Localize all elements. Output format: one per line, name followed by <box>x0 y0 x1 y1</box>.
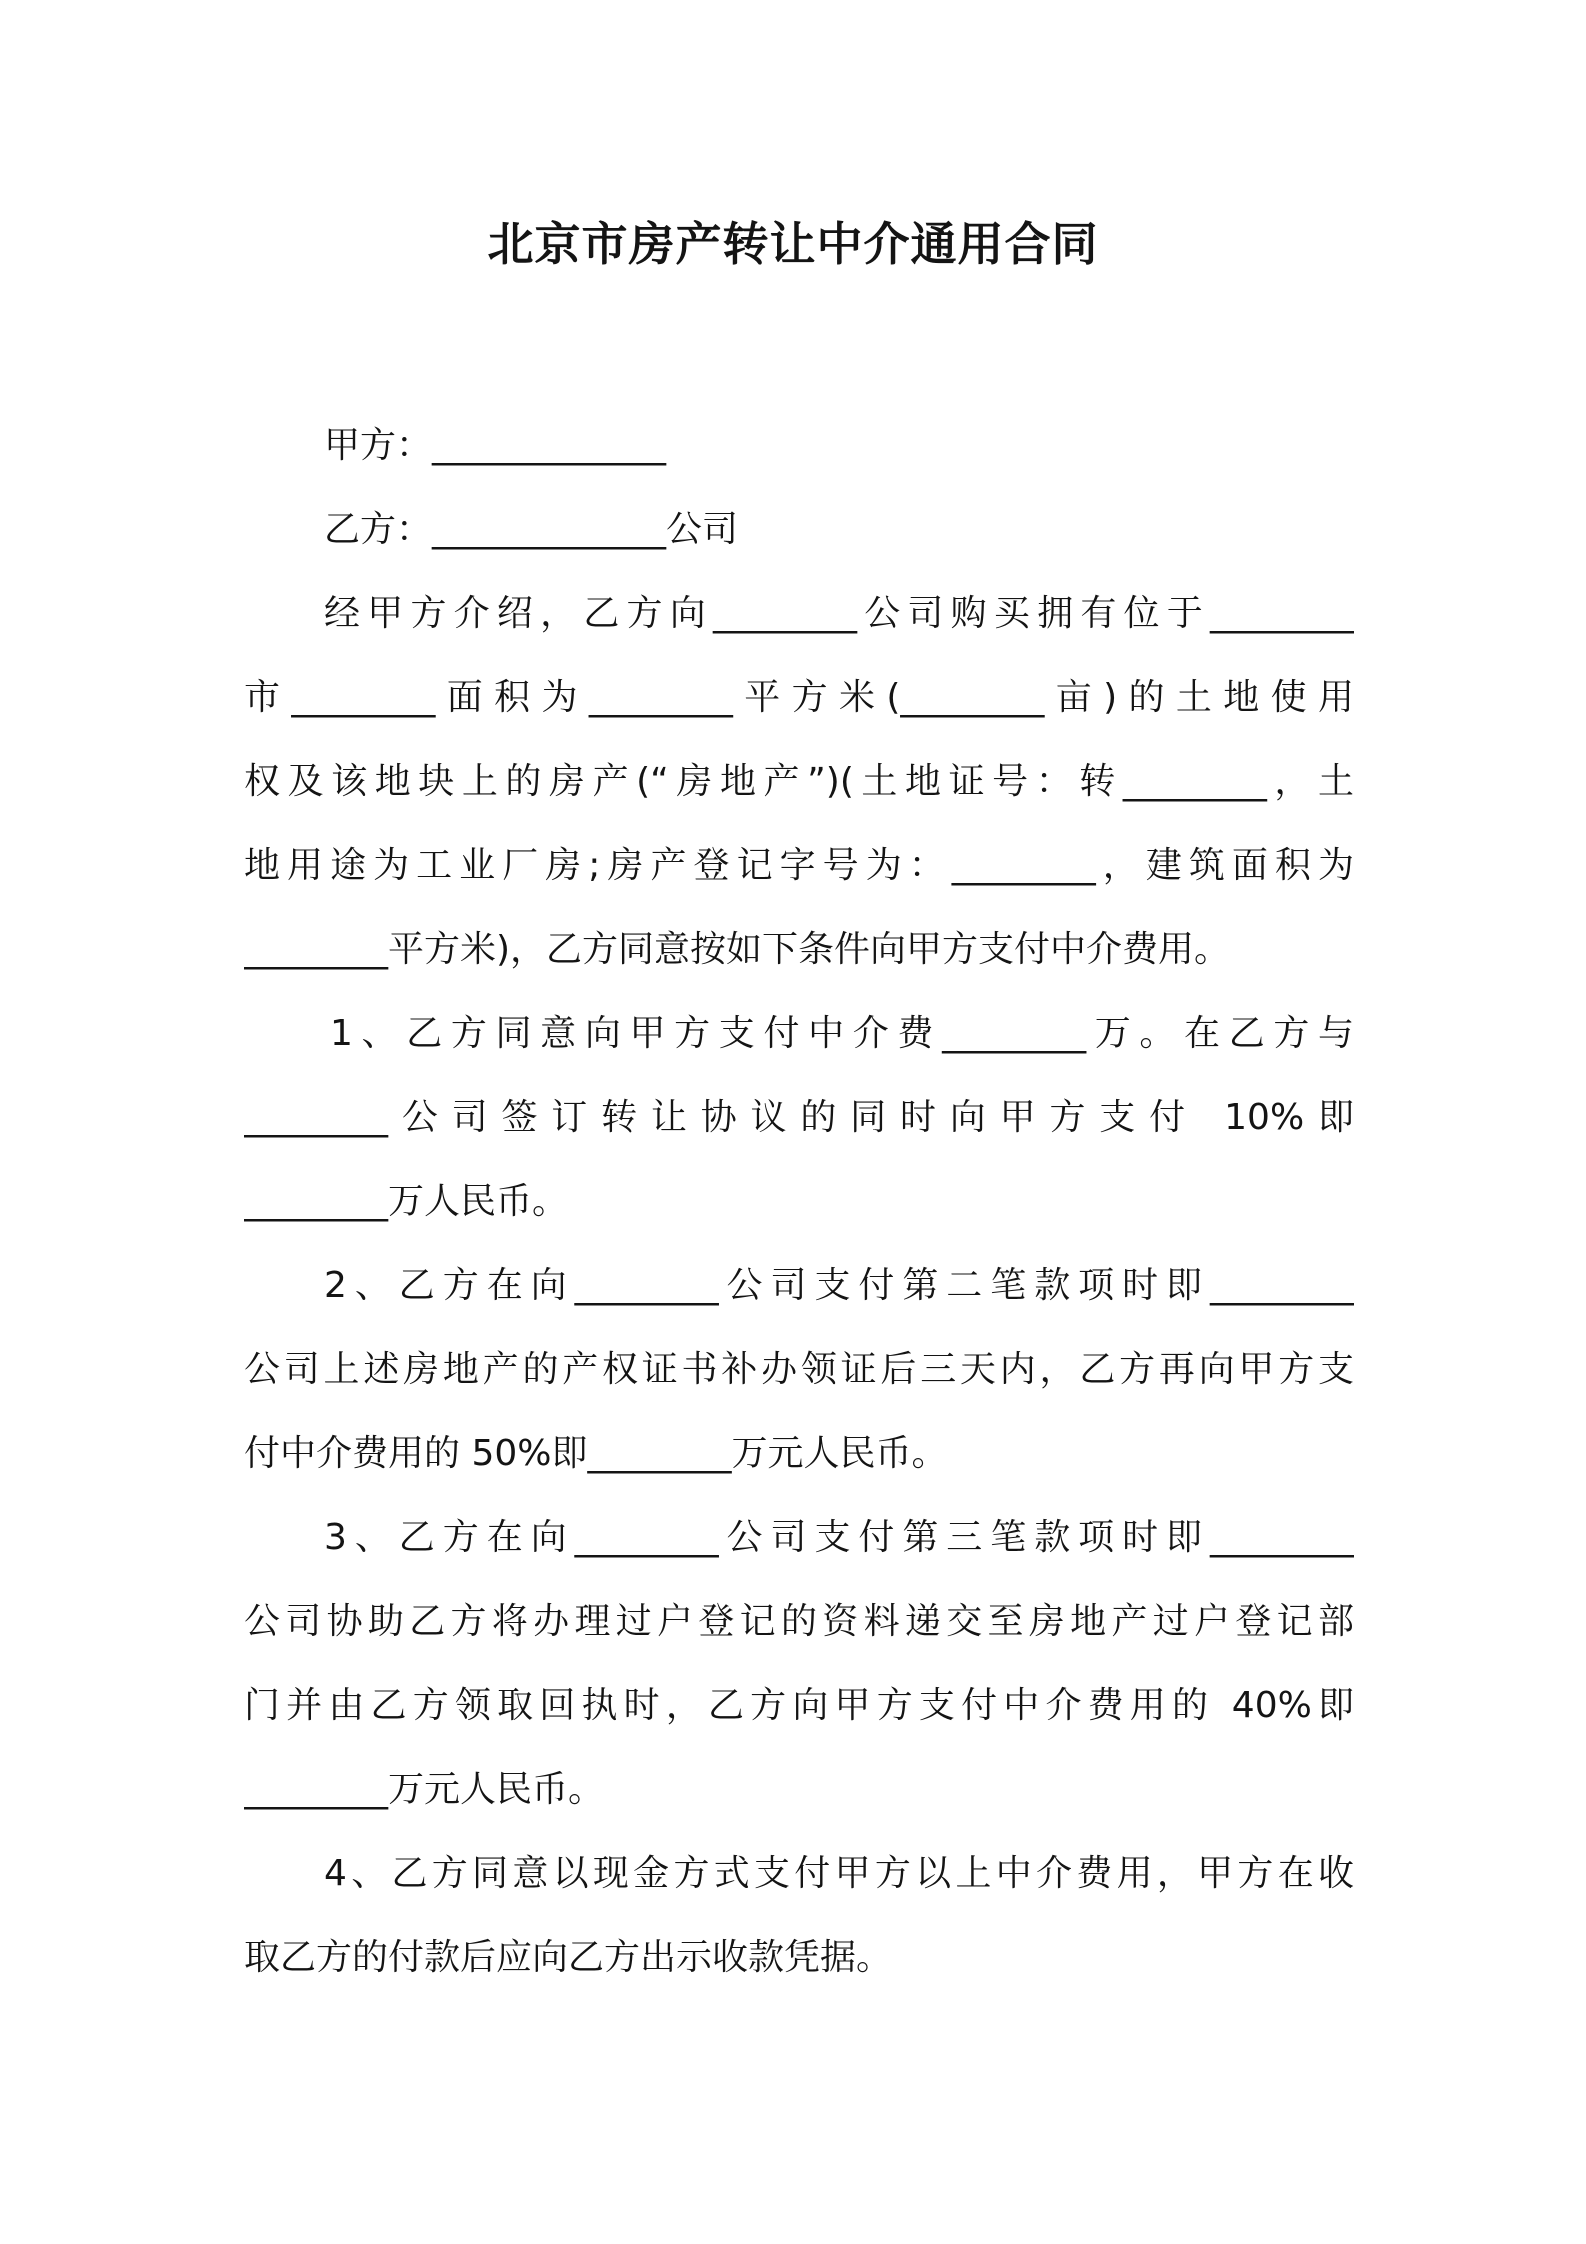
paragraph-line: 1、乙方同意向甲方支付中介费________万。在乙方与 <box>330 1013 1354 1054</box>
clause-1 <box>244 992 1354 1244</box>
clause-2 <box>244 1244 1354 1496</box>
paragraph-line: 门并由乙方领取回执时，乙方向甲方支付中介费用的 40%即 <box>244 1685 1354 1726</box>
paragraph-line: 公司上述房地产的产权证书补办领证后三天内，乙方再向甲方支 <box>244 1349 1354 1390</box>
document-title: 北京市房产转让中介通用合同 <box>487 217 1099 271</box>
paragraph-line: 付中介费用的 50%即________万元人民币。 <box>244 1433 948 1474</box>
contract-body <box>244 404 1354 2000</box>
paragraph-line: 4、乙方同意以现金方式支付甲方以上中介费用，甲方在收 <box>324 1853 1354 1894</box>
intro-paragraph <box>244 572 1354 992</box>
party-b-line: 乙方：_____________公司 <box>324 509 739 550</box>
clause-4 <box>244 1832 1354 2000</box>
paragraph-line: 3、乙方在向________公司支付第三笔款项时即________ <box>324 1517 1354 1558</box>
paragraph-line: 地用途为工业厂房;房产登记字号为：________，建筑面积为 <box>244 845 1354 886</box>
paragraph-line: 2、乙方在向________公司支付第二笔款项时即________ <box>324 1265 1354 1306</box>
paragraph-line: 权及该地块上的房产(“房地产”)(土地证号：转________，土 <box>244 761 1354 802</box>
party-a-line: 甲方：_____________ <box>324 425 667 466</box>
paragraph-line: ________平方米)，乙方同意按如下条件向甲方支付中介费用。 <box>244 929 1231 970</box>
paragraph-line: ________万人民币。 <box>244 1181 569 1222</box>
paragraph-line: 取乙方的付款后应向乙方出示收款凭据。 <box>244 1937 893 1978</box>
paragraph-line: ________公司签订转让协议的同时向甲方支付 10%即 <box>244 1097 1354 1138</box>
clause-3 <box>244 1496 1354 1832</box>
paragraph-line: 市________面积为________平方米(________亩)的土地使用 <box>244 677 1354 718</box>
paragraph-line: 经甲方介绍，乙方向________公司购买拥有位于________ <box>324 593 1354 634</box>
paragraph-line: 公司协助乙方将办理过户登记的资料递交至房地产过户登记部 <box>244 1601 1354 1642</box>
paragraph-line: ________万元人民币。 <box>244 1769 605 1810</box>
